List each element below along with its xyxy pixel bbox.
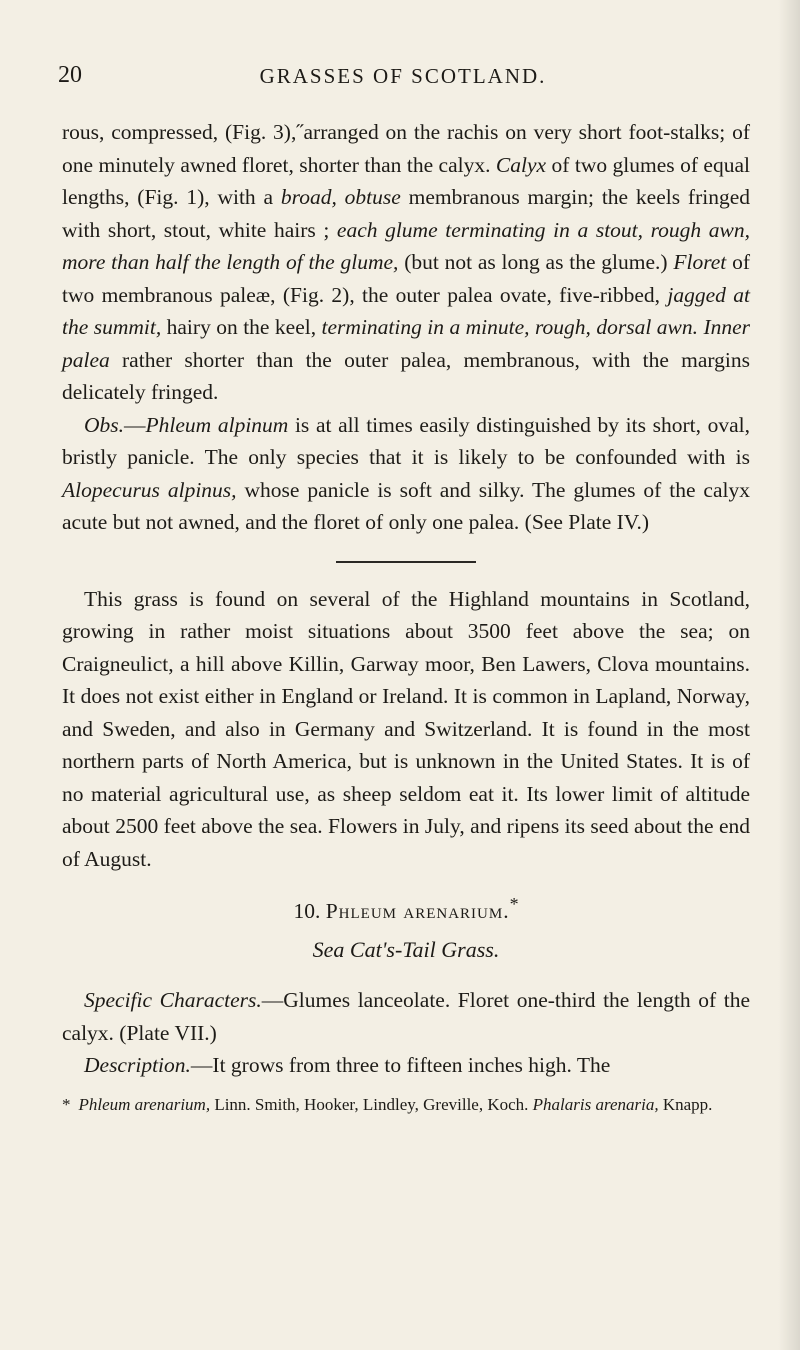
floret-label: Floret [673,250,727,274]
calyx-label: Calyx [495,152,547,177]
species-footnote-mark: * [509,894,519,914]
page-number: 20 [58,62,82,88]
specific-characters-paragraph: Specific Characters.—Glumes lanceolate. Floret one-third the length of the calyx. (Plate VII.) [62,988,750,1045]
specific-characters-label: Specific Characters. [84,988,262,1013]
habitat-paragraph: This grass is found on several of the Highland mountains in Scotland, growing in rather moist situations about 3500 feet above the sea; on Craigneulict, a hill above Killin, Garway moor, Ben Lawers, Clova mountains. It does not exist either in England or Ireland. It is common in Lapland, Norway, and Sweden, and also in Germany and Switzerland. It is found in the most northern parts of North America, but is unknown in the United States. It is of no material agricultural use, as sheep seldom eat it. Its lower limit of altitude about 2500 feet above the sea. Flowers in July, and ripens its seed about the end of August. [62,586,750,871]
running-head [58,62,748,102]
description-label: Description. [84,1053,191,1078]
obs-label: Obs. [84,412,125,437]
body-text [62,116,750,1118]
inner-palea-label: Inner palea [62,315,751,372]
species-name: Phleum arenarium. [325,899,510,924]
footnote-mark: * [62,1094,71,1114]
section-divider-rule [336,561,476,563]
running-title: GRASSES OF SCOTLAND. [259,64,547,88]
obs-paragraph: Obs.—Phleum alpinum is at all times easily distinguished by its short, oval, bristly panicle. The only species that it is likely to be confounded with is Alopecurus alpinus, whose panicle is soft and silky. The glumes of the calyx acute but not awned, and the floret of only one palea. (See Plate IV.) [62,412,751,534]
description-paragraph: Description.—It grows from three to fifteen inches high. The [84,1053,611,1078]
page-edge-shadow [778,0,800,1350]
common-name: Sea Cat's-Tail Grass. [312,937,500,963]
species-heading [62,889,750,926]
description-continued-paragraph: rous, compressed, (Fig. 3),˝arranged on the rachis on very short foot-stalks; of one minutely awned floret, shorter than the calyx. Calyx of two glumes of equal lengths, (Fig. 1), with a broad, obtuse membranous margin; the keels fringed with short, stout, white hairs ; each glume terminating in a stout, rough awn, more than half the length of the glume, (but not as long as the glume.) Floret of two membranous paleæ, (Fig. 2), the outer palea ovate, five-ribbed, jagged at the summit, hairy on the keel, terminating in a minute, rough, dorsal awn. Inner palea rather shorter than the outer palea, membranous, with the margins delicately fringed. [62,120,751,404]
footnote: * Phleum arenarium, Linn. Smith, Hooker, Lindley, Greville, Koch. Phalaris arenaria, Knapp. [62,1094,713,1114]
species-number: 10. [293,899,321,924]
